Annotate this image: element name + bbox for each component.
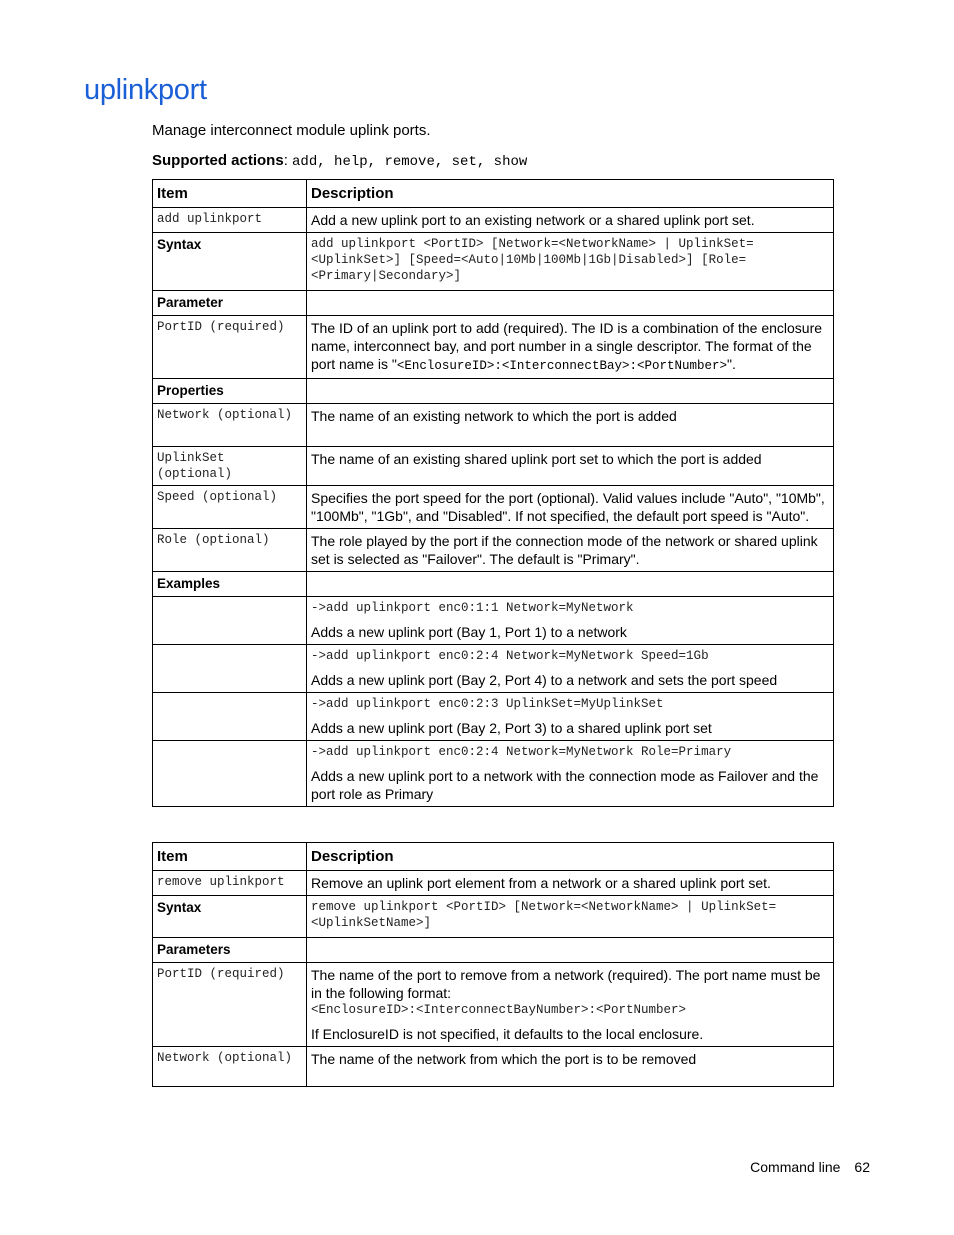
example-command: ->add uplinkport enc0:2:3 UplinkSet=MyUplinkSet xyxy=(311,697,664,711)
page-title: uplinkport xyxy=(84,74,207,106)
examples-label: Examples xyxy=(153,572,307,597)
property-cell xyxy=(153,486,307,529)
table-header xyxy=(153,843,834,871)
table-row xyxy=(153,447,834,486)
supported-actions xyxy=(152,152,527,170)
property-description: The name of an existing shared uplink port set to which the port is added xyxy=(307,447,834,486)
property-description: Specifies the port speed for the port (optional). Valid values include "Auto", "10Mb", "100Mb", "1Gb", and "Disabled". If not specified, the default port speed is "Auto". xyxy=(307,486,834,529)
param-name: PortID (required) xyxy=(157,320,285,334)
table-row xyxy=(153,871,834,896)
param-description xyxy=(307,316,834,379)
property-cell xyxy=(153,529,307,572)
syntax-cell xyxy=(307,233,834,291)
param-name: Network (optional) xyxy=(157,1051,293,1065)
table-row xyxy=(153,896,834,938)
property-name: UplinkSet (optional) xyxy=(157,451,233,481)
param-note: If EnclosureID is not specified, it defaults to the local enclosure. xyxy=(311,1026,704,1042)
table-row xyxy=(153,693,834,741)
syntax-value: add uplinkport <PortID> [Network=<NetworkName> | UplinkSet=<UplinkSet>] [Speed=<Auto|10Mb|100Mb|1Gb|Disabled>] [Role=<Primary|Secondary>] xyxy=(311,237,754,283)
table-row xyxy=(153,572,834,597)
intro-text: Manage interconnect module uplink ports. xyxy=(152,122,431,139)
syntax-label: Syntax xyxy=(153,896,307,938)
footer-section: Command line xyxy=(750,1159,841,1175)
table-row xyxy=(153,404,834,447)
empty-cell xyxy=(153,597,307,645)
param-end: ". xyxy=(726,356,736,372)
property-description: The name of an existing network to which the port is added xyxy=(307,404,834,447)
table-row xyxy=(153,938,834,963)
properties-label: Properties xyxy=(153,379,307,404)
example-cell xyxy=(307,741,834,807)
empty-cell xyxy=(153,645,307,693)
supported-actions-sep: : xyxy=(283,152,293,169)
param-cell xyxy=(153,963,307,1047)
page-number: 62 xyxy=(854,1159,870,1175)
example-command: ->add uplinkport enc0:2:4 Network=MyNetwork Speed=1Gb xyxy=(311,649,709,663)
example-description: Adds a new uplink port (Bay 1, Port 1) to a network xyxy=(311,624,627,640)
parameter-label: Parameter xyxy=(153,291,307,316)
property-cell xyxy=(153,404,307,447)
example-command: ->add uplinkport enc0:1:1 Network=MyNetwork xyxy=(311,601,634,615)
property-cell xyxy=(153,447,307,486)
header-description: Description xyxy=(307,843,834,871)
table-row xyxy=(153,208,834,233)
empty-cell xyxy=(153,741,307,807)
param-text: The name of the port to remove from a network (required). The port name must be in the following format: xyxy=(311,967,821,1001)
param-format: <EnclosureID>:<InterconnectBayNumber>:<PortNumber> xyxy=(311,1003,687,1017)
syntax-cell xyxy=(307,896,834,938)
table-row xyxy=(153,486,834,529)
table-row xyxy=(153,597,834,645)
empty-cell xyxy=(307,938,834,963)
table-row xyxy=(153,316,834,379)
remove-uplinkport-table xyxy=(152,842,834,1087)
syntax-value: remove uplinkport <PortID> [Network=<NetworkName> | UplinkSet=<UplinkSetName>] xyxy=(311,900,777,930)
command-cell xyxy=(153,208,307,233)
param-description: The name of the network from which the port is to be removed xyxy=(307,1047,834,1087)
example-description: Adds a new uplink port (Bay 2, Port 3) to a shared uplink port set xyxy=(311,720,712,736)
command-cell xyxy=(153,871,307,896)
header-description: Description xyxy=(307,180,834,208)
example-cell xyxy=(307,693,834,741)
header-item: Item xyxy=(153,843,307,871)
table-row xyxy=(153,233,834,291)
syntax-label: Syntax xyxy=(153,233,307,291)
parameters-label: Parameters xyxy=(153,938,307,963)
page-footer xyxy=(750,1159,870,1175)
param-cell xyxy=(153,1047,307,1087)
header-item: Item xyxy=(153,180,307,208)
property-description: The role played by the port if the connection mode of the network or shared uplink set is selected as "Failover". The default is "Primary". xyxy=(307,529,834,572)
empty-cell xyxy=(307,572,834,597)
param-text: The ID of an uplink port to add (required). The ID is a combination of the enclosure name, interconnect bay, and port number in a single descriptor. The format of the port name is " xyxy=(311,320,823,372)
example-description: Adds a new uplink port to a network with the connection mode as Failover and the port role as Primary xyxy=(311,768,819,802)
example-cell xyxy=(307,597,834,645)
param-cell xyxy=(153,316,307,379)
table-row xyxy=(153,1047,834,1087)
property-name: Role (optional) xyxy=(157,533,270,547)
command-name: remove uplinkport xyxy=(157,875,285,889)
param-description xyxy=(307,963,834,1047)
property-name: Network (optional) xyxy=(157,408,293,422)
empty-cell xyxy=(153,693,307,741)
empty-cell xyxy=(307,379,834,404)
example-cell xyxy=(307,645,834,693)
param-name: PortID (required) xyxy=(157,967,285,981)
example-description: Adds a new uplink port (Bay 2, Port 4) to a network and sets the port speed xyxy=(311,672,778,688)
param-format: <EnclosureID>:<InterconnectBay>:<PortNumber> xyxy=(396,359,727,373)
add-uplinkport-table xyxy=(152,179,834,807)
table-row xyxy=(153,645,834,693)
table-row xyxy=(153,529,834,572)
table-row xyxy=(153,291,834,316)
example-command: ->add uplinkport enc0:2:4 Network=MyNetwork Role=Primary xyxy=(311,745,732,759)
supported-actions-list: add, help, remove, set, show xyxy=(292,154,528,170)
command-description: Remove an uplink port element from a network or a shared uplink port set. xyxy=(307,871,834,896)
empty-cell xyxy=(307,291,834,316)
supported-actions-label: Supported actions xyxy=(152,152,284,169)
command-description: Add a new uplink port to an existing network or a shared uplink port set. xyxy=(307,208,834,233)
table-header xyxy=(153,180,834,208)
command-name: add uplinkport xyxy=(157,212,263,226)
property-name: Speed (optional) xyxy=(157,490,278,504)
table-row xyxy=(153,963,834,1047)
table-row xyxy=(153,741,834,807)
table-row xyxy=(153,379,834,404)
